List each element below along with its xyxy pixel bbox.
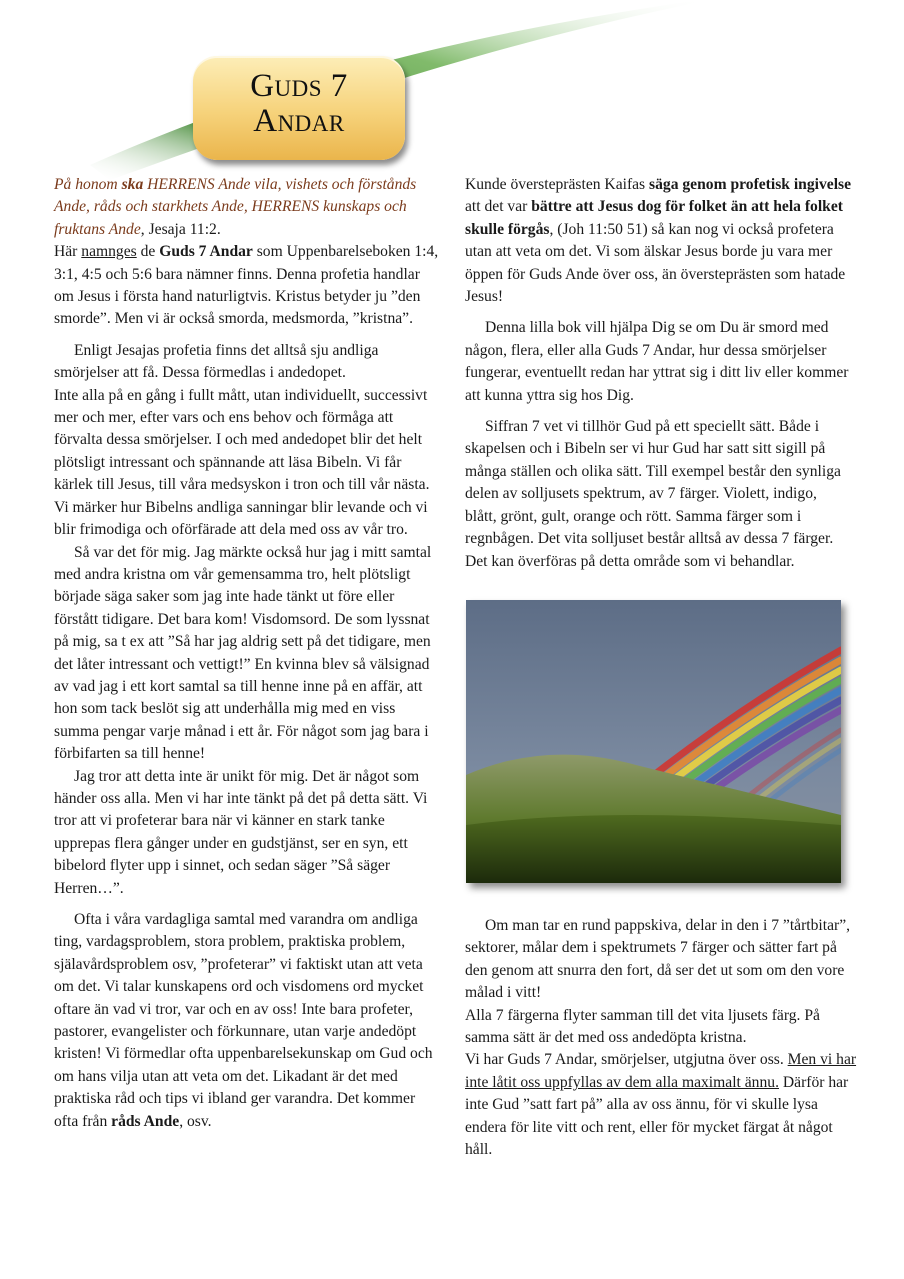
text: de (136, 243, 160, 261)
text: , (Joh 11:50 51) så kan nog vi också profetera utan att veta om det. Vi som älskar Jesus borde ju vara mer öppen för Guds Ande över oss, än översteprästen som hatade Jesus! (465, 220, 846, 306)
paragraph-book-purpose: Denna lilla bok vill hjälpa Dig se om Du är smord med någon, flera, eller alla Guds 7 Andar, hur dessa smörjelser fungerar, eventuellt redan har yttrat sig i ditt liv eller kommer att kunna yttra sig hos Dig. (465, 319, 849, 404)
scripture-quote (54, 174, 441, 241)
underlined-text: namnges (81, 243, 137, 261)
bold-text: säga genom profetisk ingivelse (649, 176, 852, 193)
paragraph-3: Så var det för mig. Jag märkte också hur jag i mitt samtal med andra kristna om vår gemensamma tro, helt plötsligt började säga saker som jag inte hade tänkt ut före eller förstått tidigare. Det bara kom! Visdomsord. De som lyssnat på mig, sa t ex att ”Så har jag aldrig sett på det tidigare, men det låter intressant och vettigt!” En kvinna blev så välsignad av vad jag i ett kort samtal sa till henne inne på en affär, att hon som tack beslöt sig att underhålla mig med en viss summa pengar varje månad i ett år. För något som jag bara i förbifarten sa till henne! (54, 543, 432, 763)
paragraph-number-seven: Siffran 7 vet vi tillhör Gud på ett speciellt sätt. Både i skapelsen och i Bibeln ser vi hur Gud har satt sitt sigill på många ställen och olika sätt. Till exempel består den synliga delen av solljusets spektrum, av 7 färger. Violett, indigo, blått, grönt, gult, orange och rött. Samma färger som i regnbågen. Det vita solljuset består alltså av dessa 7 färger. Det kan överföras på detta område som vi behandlar. (465, 418, 841, 570)
bold-text: bättre att Jesus dog för folket än att hela folket skulle förgås (465, 198, 843, 238)
paragraph-kaifas (465, 174, 852, 308)
title-box (193, 56, 405, 160)
right-column (465, 174, 852, 573)
underlined-text: Men vi har inte låtit oss uppfyllas av dem alla maximalt ännu. (465, 1051, 857, 1091)
text: Ofta i våra vardagliga samtal med varandra om andliga ting, vardagsproblem, stora problem, praktiska problem, själavårdsproblem osv, ”profeterar” vi faktiskt utan att veta om det. Vi talar kunskapens ord och visdomens ord mycket oftare än vad vi tror, var och en av oss! Inte bara profeter, pastorer, evangelister och förkunnare, utan varje andedöpt kristen! Vi förmedlar ofta uppenbarelsekunskap om Gud och om hans vilja utan att veta om det. Likadant är det med praktiska råd och tips vi ibland ger varandra. Det kommer ofta från (54, 911, 433, 1130)
quote-text-rest: HERRENS Ande vila, vishets och förstånds Ande, råds och starkhets Ande, HERRENS kunskaps och fruktans Ande (54, 176, 417, 238)
green-swoosh-decoration (0, 0, 904, 200)
title-line-2: Andar (253, 103, 345, 139)
text: att det var (465, 198, 532, 216)
bold-text: råds Ande (111, 1112, 180, 1130)
text: Här (54, 243, 82, 261)
rainbow-photo (466, 600, 841, 883)
text: som Uppenbarelseboken 1:4, 3:1, 4:5 och 5:6 bara nämner finns. Denna profetia handlar om Jesus i första hand naturligtvis. Kristus betyder ju ”den smorde”. Men vi är också smorda, medsmorda, ”kristna”. (54, 243, 439, 328)
paragraph-4: Jag tror att detta inte är unikt för mig. Det är något som händer oss alla. Men vi har inte tänkt på det på detta sätt. Vi tror att vi profeterar bara när vi känner en stark tanke upprepas flera gånger under en gudstjänst, ser en syn, ett bibelord flyter upp i sinnet, och sedan säger ”Så säger Herren…”. (54, 767, 428, 897)
quote-reference: , Jesaja 11:2. (140, 220, 221, 238)
right-column-lower (465, 915, 857, 1161)
paragraph-color-disc: Om man tar en rund pappskiva, delar in den i 7 ”tårtbitar”, sektorer, målar dem i spektrumets 7 färger och sätter fart på den genom att snurra den fort, då ser det ut som om den vore målad i vitt! (465, 917, 851, 1002)
paragraph-5 (54, 909, 441, 1133)
paragraph-white-light: Alla 7 färgerna flyter samman till det vita ljusets färg. På samma sätt är det med oss andedöpta kristna. (465, 1006, 820, 1047)
paragraph-2b: Inte alla på en gång i fullt mått, utan individuellt, successivt mer och mer, efter vars och ens behov och förmåga att förvalta dessa smörjelser. I och med andedopet blir det helt plötsligt intressant och spännande att läsa Bibeln. Vi får kärlek till Jesus, till våra medsyskon i tron och till vår nästa. Vi märker hur Bibelns andliga sanningar blir levande och vi blir frimodiga och oförfärade att dela med oss av vår tro. (54, 386, 430, 539)
quote-text: På honom (54, 176, 122, 193)
text: Därför har inte Gud ”satt fart på” alla av oss ännu, för vi skulle lysa endera för lite vitt och rent, eller för mycket färgat åt något håll. (465, 1073, 849, 1159)
paragraph-seven-spirits (465, 1049, 857, 1161)
quote-bold: ska (121, 176, 144, 193)
bold-text: Guds 7 Andar (159, 243, 253, 261)
rainbow-image (466, 600, 841, 883)
paragraph-intro (54, 241, 441, 331)
text: Vi har Guds 7 Andar, smörjelser, utgjutna över oss. (465, 1051, 788, 1069)
paragraph-2: Enligt Jesajas profetia finns det alltså sju andliga smörjelser att få. Dessa förmedlas i andedopet. (54, 341, 379, 382)
text: Kunde översteprästen Kaifas (465, 176, 650, 193)
text: , osv. (179, 1112, 212, 1130)
left-column (54, 174, 441, 1133)
title-line-1: Guds 7 (250, 68, 348, 104)
